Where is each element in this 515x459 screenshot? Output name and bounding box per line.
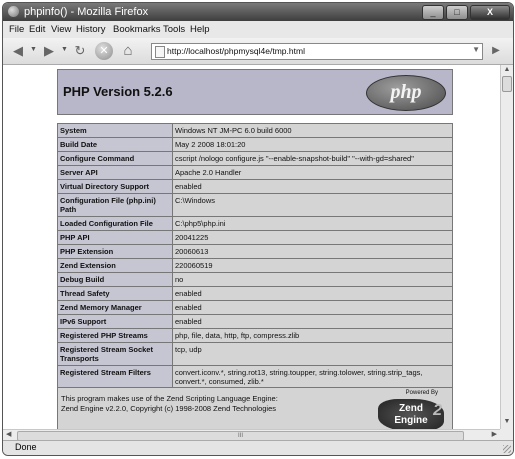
table-row [58,343,453,366]
close-button[interactable]: X [470,5,510,20]
row-value: no [173,273,453,287]
row-label: Registered Stream Socket Transports [58,343,173,366]
scroll-left-icon[interactable]: ◀ [6,431,12,438]
row-label: Build Date [58,138,173,152]
window-title: phpinfo() - Mozilla Firefox [24,6,149,18]
table-row [58,180,453,194]
navigation-toolbar [3,38,513,65]
row-value: tcp, udp [173,343,453,366]
row-value: enabled [173,315,453,329]
php-version-title: PHP Version 5.2.6 [63,84,173,99]
row-label: Debug Build [58,273,173,287]
php-version-header [57,69,453,115]
zend-logo-number: 2 [433,402,442,419]
row-value: May 2 2008 18:01:20 [173,138,453,152]
zend-copyright-text: Zend Engine v2.2.0, Copyright (c) 1998-2008 Zend Technologies [61,404,276,413]
row-label: Registered PHP Streams [58,329,173,343]
reload-icon[interactable]: ↻ [74,43,86,58]
row-value: 220060519 [173,259,453,273]
scroll-down-icon[interactable]: ▼ [503,418,511,425]
row-value: 20041225 [173,231,453,245]
row-label: System [58,124,173,138]
table-row [58,138,453,152]
row-label: Thread Safety [58,287,173,301]
menu-help[interactable]: Help [190,24,210,35]
row-value: 20060613 [173,245,453,259]
row-value: cscript /nologo configure.js "--enable-snapshot-build" "--with-gd=shared" [173,152,453,166]
php-info-table [57,123,453,389]
zend-engine-logo[interactable] [374,390,448,429]
row-value: C:\Windows [173,194,453,217]
php-logo: php [366,75,446,111]
menu-bar [3,21,513,38]
home-icon[interactable]: ⌂ [123,42,133,59]
zend-engine-box [57,387,453,429]
firefox-icon [8,6,19,17]
stop-icon[interactable]: ✕ [95,42,113,60]
scroll-up-icon[interactable]: ▲ [503,66,511,73]
vertical-scroll-thumb[interactable] [502,76,512,92]
table-row [58,366,453,389]
status-bar [3,440,513,455]
maximize-button[interactable]: □ [446,5,468,20]
url-bar[interactable] [151,43,483,60]
back-history-dropdown-icon[interactable]: ▼ [30,46,37,53]
row-value: Apache 2.0 Handler [173,166,453,180]
row-value: php, file, data, http, ftp, compress.zlib [173,329,453,343]
title-bar [3,3,513,21]
row-label: IPv6 Support [58,315,173,329]
row-value: enabled [173,180,453,194]
back-arrow-icon[interactable]: ◀ [13,43,23,58]
row-label: Zend Extension [58,259,173,273]
table-row [58,166,453,180]
menu-tools[interactable]: Tools [163,24,186,35]
table-row [58,315,453,329]
row-value: enabled [173,301,453,315]
horizontal-scroll-thumb[interactable]: III [17,431,464,441]
menu-file[interactable]: File [9,24,25,35]
menu-view[interactable]: View [51,24,72,35]
row-label: Registered Stream Filters [58,366,173,389]
table-row [58,273,453,287]
table-row [58,152,453,166]
table-row [58,329,453,343]
page-content [3,65,500,429]
zend-logo-badge [378,399,444,429]
go-arrow-icon[interactable]: ▶ [492,45,500,56]
status-text: Done [15,442,37,452]
scroll-right-icon[interactable]: ▶ [491,431,497,438]
table-row [58,259,453,273]
vertical-scrollbar[interactable] [500,65,513,429]
row-value: enabled [173,287,453,301]
page-icon [155,46,165,58]
zend-logo-line1: Zend [399,403,423,414]
table-row [58,231,453,245]
forward-history-dropdown-icon[interactable]: ▼ [61,46,68,53]
row-label: Configure Command [58,152,173,166]
row-label: PHP API [58,231,173,245]
row-label: Server API [58,166,173,180]
table-row [58,245,453,259]
table-row [58,217,453,231]
zend-engine-text: This program makes use of the Zend Scripting Language Engine: [61,394,278,403]
browser-window [2,2,514,456]
row-label: Virtual Directory Support [58,180,173,194]
table-row [58,301,453,315]
menu-edit[interactable]: Edit [29,24,46,35]
row-label: Zend Memory Manager [58,301,173,315]
table-row [58,287,453,301]
row-label: Configuration File (php.ini) Path [58,194,173,217]
url-dropdown-icon[interactable]: ▼ [472,45,480,54]
menu-history[interactable]: History [76,24,106,35]
menu-bookmarks[interactable]: Bookmarks [113,24,161,35]
row-label: Loaded Configuration File [58,217,173,231]
zend-logo-line2: Engine [394,415,428,426]
url-text: http://localhost/phpmysql4e/tmp.html [167,46,305,56]
row-value: Windows NT JM-PC 6.0 build 6000 [173,124,453,138]
minimize-button[interactable]: _ [422,5,444,20]
row-value: convert.iconv.*, string.rot13, string.toupper, string.tolower, string.strip_tags, convert.*, consumed, zlib.* [173,366,453,389]
table-row [58,124,453,138]
table-row [58,194,453,217]
forward-arrow-icon[interactable]: ▶ [44,43,54,58]
row-label: PHP Extension [58,245,173,259]
resize-grip-icon[interactable] [503,445,511,453]
powered-by-label: Powered By [405,390,438,396]
row-value: C:\php5\php.ini [173,217,453,231]
